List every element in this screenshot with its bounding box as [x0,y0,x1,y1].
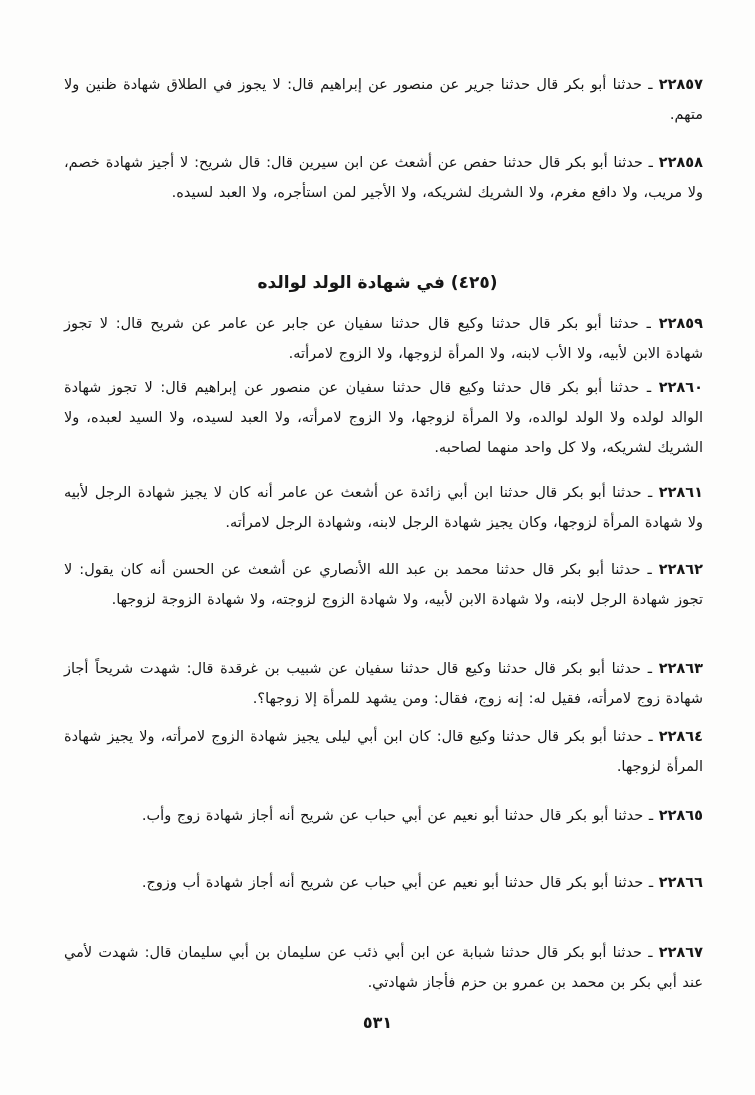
hadith-number: ٢٢٨٥٧ [658,77,703,93]
hadith-text: ـ حدثنا أبو بكر قال حدثنا وكيع قال حدثنا سفيان عن جابر عن عامر عن شريح قال: لا تجوز شهادة الابن لأبيه، ولا الأب لابنه، ولا المرأة لزوجها، ولا الزوج لامرأته. [64,316,703,362]
hadith-number: ٢٢٨٦٦ [658,875,703,891]
hadith-number: ٢٢٨٦٥ [658,808,703,824]
hadith-22864 [64,722,703,782]
hadith-22858 [64,148,703,208]
hadith-22857 [64,70,703,130]
hadith-number: ٢٢٨٦٢ [658,562,703,578]
hadith-text: ـ حدثنا أبو بكر قال حدثنا وكيع قال: كان ابن أبي ليلى يجيز شهادة الزوج لامرأته، ولا يجيز شهادة المرأة لزوجها. [64,729,703,775]
hadith-22863 [64,654,703,714]
hadith-22861 [64,478,703,538]
hadith-text: ـ حدثنا أبو بكر قال حدثنا شبابة عن ابن أبي ذئب عن سليمان بن أبي سليمان قال: شهدت لأمي عند أبي بكر بن محمد بن عمرو بن حزم فأجاز شهادتي. [64,945,703,991]
hadith-text: ـ حدثنا أبو بكر قال حدثنا جرير عن منصور عن إبراهيم قال: لا يجوز في الطلاق شهادة ظنين ولا متهم. [64,77,703,123]
hadith-22865 [64,801,703,831]
hadith-text: ـ حدثنا أبو بكر قال حدثنا محمد بن عبد الله الأنصاري عن أشعث عن الحسن أنه كان يقول: لا تجوز شهادة الرجل لابنه، ولا شهادة الابن لأبيه، ولا شهادة الزوج لزوجته، ولا شهادة الزوجة لزوجها. [64,562,703,608]
hadith-22866 [64,868,703,898]
hadith-number: ٢٢٨٥٨ [658,155,703,171]
page-number: ٥٣١ [362,1013,393,1032]
hadith-number: ٢٢٨٦٣ [658,661,703,677]
hadith-text: ـ حدثنا أبو بكر قال حدثنا حفص عن أشعث عن ابن سيرين قال: قال شريح: لا أجيز شهادة خصم، ولا مريب، ولا دافع مغرم، ولا الشريك لشريكه، ولا الأجير لمن استأجره، ولا العبد لسيده. [64,155,703,201]
hadith-text: ـ حدثنا أبو بكر قال حدثنا وكيع قال حدثنا سفيان عن منصور عن إبراهيم قال: لا تجوز شهادة الوالد لولده ولا الولد لوالده، ولا المرأة لزوجها، ولا الزوج لامرأته، ولا العبد لسيده، ولا السيد لعبده، ولا الشريك لشريكه، ولا كل واحد منهما لصاحبه. [64,380,703,456]
hadith-number: ٢٢٨٦٧ [658,945,703,961]
hadith-number: ٢٢٨٦٤ [658,729,703,745]
section-heading: (٤٢٥) في شهادة الولد لوالده [257,273,498,293]
hadith-22867 [64,938,703,998]
hadith-number: ٢٢٨٥٩ [658,316,703,332]
hadith-text: ـ حدثنا أبو بكر قال حدثنا وكيع قال حدثنا سفيان عن شبيب بن غرقدة قال: شهدت شريحاً أجاز شهادة زوج لامرأته، فقيل له: إنه زوج، فقال: ومن يشهد للمرأة إلا زوجها؟. [64,661,703,707]
hadith-22860 [64,373,703,463]
hadith-22859 [64,309,703,369]
hadith-22862 [64,555,703,615]
hadith-text: ـ حدثنا أبو بكر قال حدثنا أبو نعيم عن أبي حباب عن شريح أنه أجاز شهادة أب وزوج. [141,875,659,891]
hadith-number: ٢٢٨٦١ [658,485,703,501]
hadith-number: ٢٢٨٦٠ [658,380,703,396]
hadith-text: ـ حدثنا أبو بكر قال حدثنا ابن أبي زائدة عن أشعث عن عامر أنه كان لا يجيز شهادة الرجل لأبيه ولا شهادة المرأة لزوجها، وكان يجيز شهادة الرجل لابنه، وشهادة الرجل لامرأته. [64,485,703,531]
hadith-text: ـ حدثنا أبو بكر قال حدثنا أبو نعيم عن أبي حباب عن شريح أنه أجاز شهادة زوج وأب. [141,808,659,824]
